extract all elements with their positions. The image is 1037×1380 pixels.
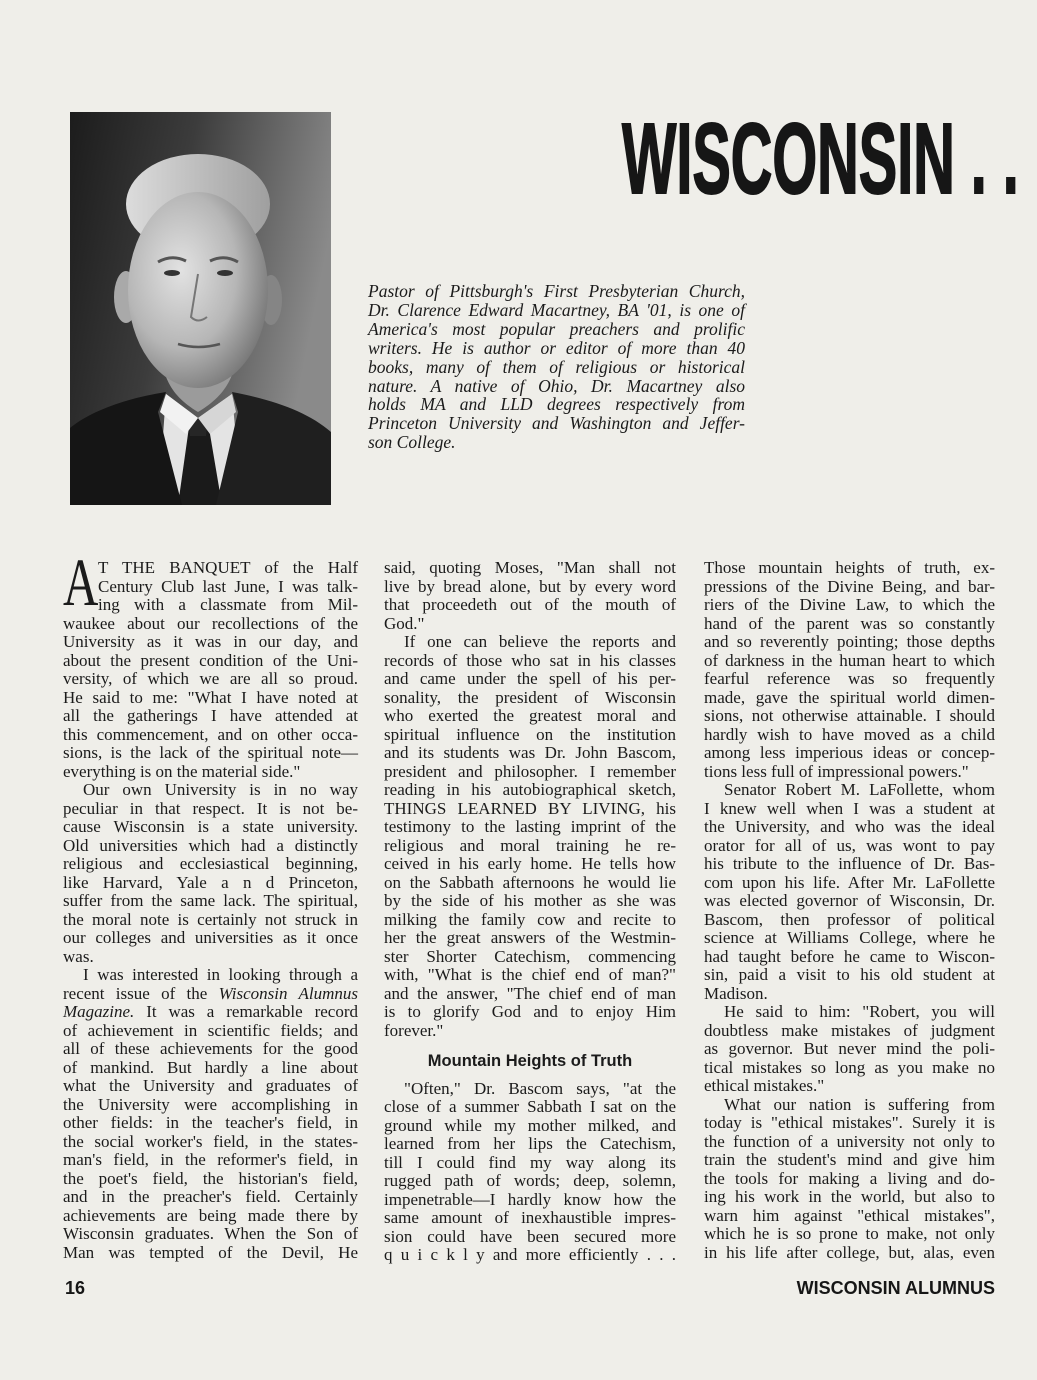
text-line: riers of the Divine Law, to which the [704, 595, 995, 614]
text-line: other fields: in the teacher's field, in [63, 1113, 358, 1132]
text-line: of achievement in scientific fields; and [63, 1020, 358, 1040]
article-column-3 [704, 559, 995, 1262]
text-line: and its students was Dr. John Bascom, [384, 743, 676, 762]
portrait-photo [70, 112, 331, 505]
text-line: What our nation is suffering from [724, 1094, 995, 1114]
text-line: ceived in his early home. He tells how [384, 854, 676, 873]
text-line: in his life after college, but, alas, even [704, 1242, 995, 1262]
portrait-face [128, 192, 268, 388]
text-line: the moral note is certainly not struck in [63, 909, 358, 929]
text-line: reading in his autobiographical sketch, [384, 780, 676, 799]
paragraph [384, 559, 676, 633]
text-line: what the University and graduates of [63, 1076, 358, 1095]
text-line: religious and moral training he re- [384, 835, 676, 855]
text-line: and in the preacher's field. Certainly [63, 1187, 358, 1206]
text-line [63, 1003, 358, 1022]
text-line: learned from her lips the Catechism, [384, 1134, 676, 1153]
text-line: fearful reference was so frequently [704, 669, 995, 688]
text-line: Our own University is in no way [83, 780, 358, 799]
text-line: this commencement, and on other occa- [63, 724, 358, 744]
text-line: I was interested in looking through a [83, 965, 358, 984]
text-line: till I could find my way along its [384, 1152, 676, 1172]
text-line: sions, not otherwise attainable. I should [704, 706, 995, 725]
text-line: live by bread alone, but by every word [384, 576, 676, 596]
text-line: of darkness in the human heart to which [704, 650, 995, 670]
paragraph [63, 544, 358, 781]
headline: WISCONSIN . . [622, 103, 1019, 215]
portrait-image [70, 112, 331, 505]
text-line: that proceedeth out of the mouth of [384, 595, 676, 614]
text-line: the University were accomplishing in [63, 1094, 358, 1114]
text-line: tical mistakes so long as you make no [704, 1057, 995, 1077]
text-line: close of a summer Sabbath I sat on the [384, 1097, 676, 1116]
text-line: and came under the spell of his per- [384, 669, 676, 688]
text-line: said, quoting Moses, "Man shall not [384, 558, 676, 577]
caption-line: Princeton University and Washington and Jeffer- [368, 413, 745, 434]
text-line: Century Club last June, I was talk- [98, 576, 358, 596]
text-line: all of these achievements for the good [63, 1039, 358, 1058]
text-line: I knew well when I was a student at [704, 798, 995, 818]
text-line: warn him against "ethical mistakes", [704, 1205, 995, 1225]
text-line: Man was tempted of the Devil, He [63, 1242, 358, 1262]
text-line: the social worker's field, in the states- [63, 1131, 358, 1151]
text-line: sonality, the president of Wisconsin [384, 687, 676, 707]
paragraph [63, 966, 358, 1262]
text-line: Madison. [704, 983, 768, 1003]
caption-line: Pastor of Pittsburgh's First Presbyterian Church, [368, 281, 745, 301]
text-line: hardly wish to have moved as a child [704, 724, 995, 744]
text-line: is to glorify God and to enjoy Him [384, 1002, 676, 1021]
article-column-1 [63, 544, 358, 1262]
caption-line: writers. He is author or editor of more than 40 [368, 337, 745, 358]
text-line: our colleges and universities as it once [63, 928, 358, 947]
text-line: tions less full of impressional powers." [704, 761, 969, 781]
text-line: God." [384, 613, 425, 633]
section-heading: Mountain Heights of Truth [427, 1052, 633, 1070]
text-line: had taught before he came to Wiscon- [704, 946, 995, 966]
caption-line: nature. A native of Ohio, Dr. Macartney also [368, 375, 745, 396]
text-line: Old universities which had a distinctly [63, 835, 358, 855]
text-line: by the side of his mother as she was [384, 891, 676, 910]
text-line: cause Wisconsin is a state university. [63, 817, 358, 836]
text-line: Bascom, then professor of political [704, 909, 995, 929]
text-line: the function of a university not only to [704, 1131, 995, 1151]
text-line: versity, of which we are all so proud. [63, 669, 358, 688]
text-line: orator for all of us, was wont to pay [704, 835, 995, 855]
text-line [63, 985, 358, 1004]
paragraph [384, 633, 676, 1040]
text-line: suffer from the same lack. The spiritual, [63, 891, 358, 910]
text-line: was. [63, 946, 94, 966]
text-line: as governor. But never mind the poli- [704, 1039, 995, 1058]
text-line: sions, is the lack of the spiritual note— [63, 743, 358, 762]
text-line: ethical mistakes." [704, 1076, 825, 1095]
publication-name: WISCONSIN ALUMNUS [796, 1278, 995, 1298]
text-line: man's field, in the reformer's field, in [63, 1150, 358, 1169]
text-line: He said to me: "What I have noted at [63, 687, 358, 707]
italic-text: Magazine. [63, 1002, 135, 1021]
text-line: today is "ethical mistakes". Surely it is [704, 1113, 995, 1132]
text-line: and the answer, "The chief end of man [384, 983, 676, 1003]
text-line: records of those who sat in his classes [384, 650, 676, 670]
text-line: the poet's field, the historian's field, [63, 1168, 358, 1188]
text-line: the tools for making a living and do- [704, 1168, 995, 1188]
text-line: If one can believe the reports and [404, 632, 676, 651]
text-line: pressions of the Divine Being, and bar- [704, 576, 995, 596]
text-line: Wisconsin graduates. When the Son of [63, 1224, 358, 1243]
text-line: milking the family cow and recite to [384, 909, 676, 929]
text-line: all the gatherings I have attended at [63, 706, 358, 725]
paragraph [384, 1080, 676, 1265]
text-line: of mankind. But hardly a line about [63, 1057, 358, 1077]
text-line: among less imperious ideas or concep- [704, 743, 995, 762]
paragraph [704, 559, 995, 781]
caption-line: America's most popular preachers and prolific [368, 318, 745, 339]
text-line: ing with a classmate from Mil- [98, 595, 358, 614]
portrait-eye-left [164, 270, 180, 276]
text-line: doubtless make mistakes of judgment [704, 1020, 995, 1040]
caption-line: son College. [368, 432, 456, 453]
text-line: same amount of inexhaustible impres- [384, 1208, 676, 1227]
text-line: which he is so prone to make, not only [704, 1224, 995, 1243]
text-run: recent issue of the [63, 983, 219, 1003]
text-line: Senator Robert M. LaFollette, whom [724, 780, 995, 799]
text-line: q u i c k l y and more efficiently . . . [384, 1245, 676, 1264]
text-line: and so reverently pointing; those depths [704, 632, 995, 651]
text-line: testimony to the lasting imprint of the [384, 817, 676, 836]
drop-cap: A [63, 544, 99, 620]
text-line: T THE BANQUET of the Half [98, 558, 358, 577]
text-line: about the present condition of the Uni- [63, 650, 358, 670]
text-line: on the Sabbath afternoons he would lie [384, 872, 676, 892]
text-line: made, gave the spiritual world dimen- [704, 687, 995, 707]
caption-line: holds MA and LLD degrees respectively from [368, 394, 745, 415]
caption-line: Dr. Clarence Edward Macartney, BA '01, is one of [368, 299, 745, 320]
article-column-2 [384, 559, 676, 1265]
caption-line: books, many of them of religious or historical [368, 356, 745, 377]
page-number: 16 [65, 1278, 86, 1298]
text-line: com upon his life. After Mr. LaFollette [704, 872, 995, 892]
text-line: hand of the parent was so constantly [704, 613, 995, 633]
paragraph [704, 781, 995, 1003]
text-line: impenetrable—I hardly know how the [384, 1189, 676, 1209]
text-line: ing his work in the world, but also to [704, 1187, 995, 1206]
text-line: science at Williams College, where he [704, 928, 995, 947]
text-line: "Often," Dr. Bascom says, "at the [404, 1078, 676, 1098]
text-line: with, "What is the chief end of man?" [384, 965, 676, 984]
text-line: the University, and who was the ideal [704, 817, 995, 836]
text-line: THINGS LEARNED BY LIVING, his [384, 798, 676, 818]
text-line: was elected governor of Wisconsin, Dr. [704, 891, 995, 910]
italic-text: Wisconsin Alumnus [218, 983, 358, 1003]
text-line: peculiar in that respect. It is not be- [63, 798, 358, 818]
photo-caption [368, 282, 745, 452]
text-line: train the student's mind and give him [704, 1150, 995, 1169]
portrait-eye-right [217, 270, 233, 276]
text-line: ground while my mother milked, and [384, 1115, 676, 1135]
text-line: forever." [384, 1020, 444, 1040]
text-line: her the great answers of the Westmin- [384, 928, 676, 947]
text-line: sion could have been secured more [384, 1226, 676, 1246]
text-line: Those mountain heights of truth, ex- [704, 558, 995, 577]
text-line: like Harvard, Yale a n d Princeton, [63, 872, 358, 892]
paragraph [63, 781, 358, 966]
text-line: waukee about our recollections of the [63, 613, 358, 633]
paragraph [704, 1096, 995, 1263]
paragraph [704, 1003, 995, 1096]
text-line: who exerted the greatest moral and [384, 706, 676, 725]
text-line: rugged path of words; deep, solemn, [384, 1171, 676, 1190]
text-line: everything is on the material side." [63, 761, 301, 781]
text-line: achievements are being made there by [63, 1205, 358, 1225]
text-line: president and philosopher. I remember [384, 761, 676, 781]
text-run: It was a remarkable record [134, 1002, 358, 1021]
text-line: spiritual influence on the institution [384, 724, 676, 744]
text-line: University as it was in our day, and [63, 632, 358, 651]
text-line: his tribute to the influence of Dr. Bas- [704, 854, 995, 873]
text-line: sin, paid a visit to his old student at [704, 965, 995, 984]
text-line: religious and ecclesiastical beginning, [63, 854, 358, 873]
text-line: He said to him: "Robert, you will [724, 1002, 995, 1021]
text-line: ster Shorter Catechism, commencing [384, 946, 676, 966]
headline-wrapper [622, 103, 1022, 215]
